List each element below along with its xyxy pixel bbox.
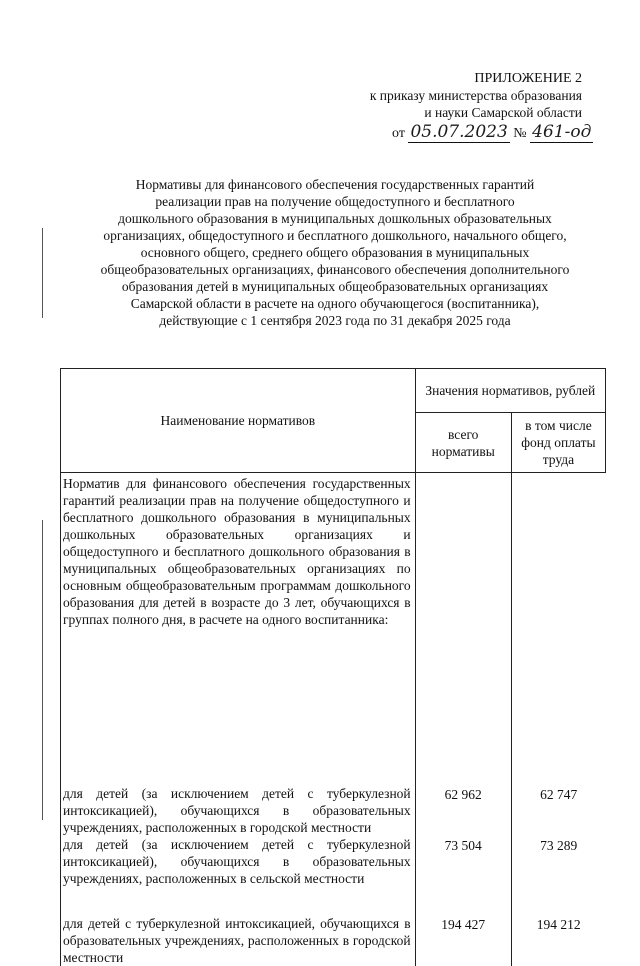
row-fund: 73 289 [540, 838, 578, 853]
row-label: для детей (за исключением детей с туберкулезной интоксикацией), обучающихся в образовательных учреждениях, расположенных в городской местности [61, 785, 416, 836]
row-fund: 62 747 [540, 787, 578, 802]
row-total: 194 427 [415, 915, 511, 966]
row-fund: 194 212 [536, 917, 581, 932]
row-total: 62 962 [415, 785, 511, 836]
header-fund: в том числе фонд оплаты труда [511, 413, 605, 473]
header-total: всего нормативы [415, 413, 511, 473]
appendix-line-2: и науки Самарской области [424, 105, 582, 120]
order-reference [392, 122, 593, 142]
handwritten-number: 461-од [532, 122, 592, 142]
title-line: образования детей в муниципальных общеобразовательных организациях [121, 279, 549, 294]
title-line: организациях, общедоступного и бесплатного дошкольного, начального общего, [103, 228, 567, 243]
appendix-line-1: к приказу министерства образования [369, 88, 582, 103]
title-line: Самарской области в расчете на одного обучающегося (воспитанника), [130, 296, 540, 311]
header-values: Значения нормативов, рублей [415, 369, 605, 413]
margin-line [42, 228, 43, 318]
title-line: Нормативы для финансового обеспечения государственных гарантий [135, 177, 535, 192]
header-name: Наименование нормативов [61, 369, 416, 473]
row-label: для детей (за исключением детей с туберкулезной интоксикацией), обучающихся в образовательных учреждениях, расположенных в сельской местности [61, 836, 416, 887]
title-line: основного общего, среднего общего образования в муниципальных [140, 245, 530, 260]
title-line: дошкольного образования в муниципальных дошкольных образовательных [118, 211, 552, 226]
appendix-title: ПРИЛОЖЕНИЕ 2 [474, 71, 582, 86]
table-row [61, 785, 606, 836]
number-sign: № [513, 126, 527, 141]
normative-intro: Норматив для финансового обеспечения государственных гарантий реализации прав на получение общедоступного и бесплатного дошкольного образования в муниципальных дошкольных образовательных организациях и общедоступного и бесплатного дошкольного образования в муниципальных общеобразовательных организациях по основным общеобразовательным программам дошкольного образования для детей в возрасте до 3 лет, обучающихся в группах полного дня, в расчете на одного воспитанника: [61, 473, 416, 786]
row-total: 73 504 [415, 836, 511, 887]
title-line: реализации прав на получение общедоступного и бесплатного [155, 194, 515, 209]
margin-line [42, 520, 43, 820]
date-prefix: от [392, 126, 405, 141]
table-row [61, 915, 606, 966]
handwritten-date: 05.07.2023 [410, 122, 508, 142]
row-label: для детей с туберкулезной интоксикацией, обучающихся в образовательных учреждениях, расположенных в городской местности [61, 915, 416, 966]
table-row [61, 836, 606, 887]
title-line: действующие с 1 сентября 2023 года по 31 декабря 2025 года [159, 313, 511, 328]
normatives-table [60, 368, 606, 966]
appendix-header [330, 70, 582, 121]
title-line: общеобразовательных организациях, финансового обеспечения дополнительного [100, 262, 570, 277]
document-title [70, 176, 600, 329]
table-row [61, 473, 606, 786]
